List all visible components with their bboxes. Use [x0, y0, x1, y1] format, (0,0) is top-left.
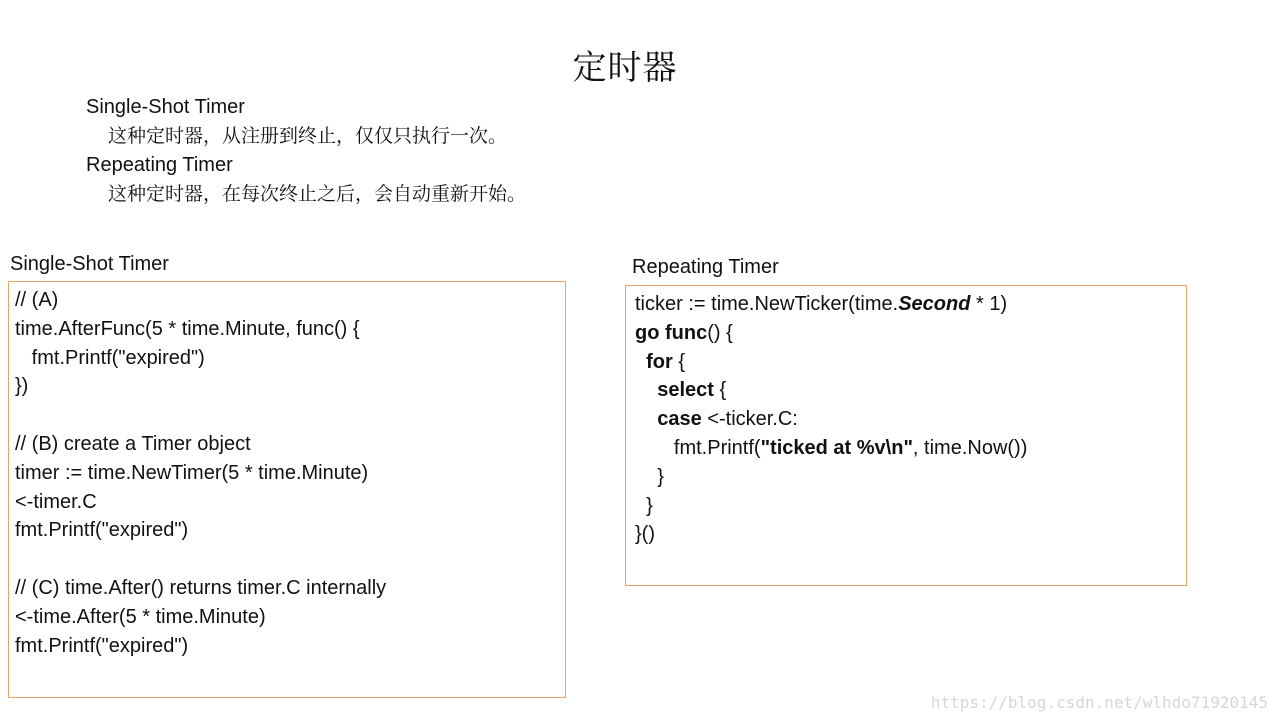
code-text: * 1) — [970, 293, 1008, 315]
code-line — [635, 290, 1186, 319]
single-shot-code-block — [8, 281, 566, 698]
code-line: timer := time.NewTimer(5 * time.Minute) — [15, 461, 369, 484]
code-text: ticker := time.NewTicker(time. — [635, 293, 899, 315]
code-line — [635, 405, 1186, 434]
code-text — [635, 408, 657, 430]
code-line: fmt.Printf("expired") — [15, 346, 205, 369]
code-line — [635, 376, 1186, 405]
code-keyword: "ticked at %v\n" — [760, 436, 913, 459]
code-keyword: case — [657, 408, 702, 431]
code-text: fmt.Printf( — [635, 436, 761, 459]
code-keyword: for — [646, 350, 673, 373]
page-title: 定时器 — [572, 48, 678, 88]
repeating-description: 这种定时器，在每次终止之后，会自动重新开始。 — [108, 183, 527, 205]
code-text: }() — [635, 523, 655, 546]
code-line: time.AfterFunc(5 * time.Minute, func() { — [15, 317, 360, 340]
code-text: { — [713, 379, 727, 402]
code-line: fmt.Printf("expired") — [15, 634, 189, 657]
intro-section — [86, 93, 526, 209]
code-line — [15, 401, 565, 430]
code-text — [635, 351, 646, 373]
code-line — [635, 463, 1186, 492]
single-shot-panel-label: Single-Shot Timer — [10, 253, 169, 275]
repeating-panel-label: Repeating Timer — [632, 256, 779, 278]
code-line — [635, 348, 1186, 377]
code-text: <-ticker.C: — [701, 408, 798, 431]
code-line — [635, 492, 1186, 521]
code-line: <-timer.C — [15, 490, 97, 513]
single-shot-term: Single-Shot Timer — [86, 96, 245, 118]
code-line — [635, 520, 1186, 549]
code-text: , time.Now()) — [912, 436, 1028, 459]
code-text: } — [635, 465, 664, 488]
watermark: https://blog.csdn.net/wlhdo71920145 — [930, 693, 1268, 712]
code-text — [635, 379, 657, 401]
code-line: fmt.Printf("expired") — [15, 519, 189, 542]
code-line: // (A) — [15, 289, 59, 311]
code-keyword: go — [635, 321, 660, 344]
code-keyword: Second — [898, 293, 971, 315]
code-text: () { — [707, 321, 733, 344]
code-keyword: select — [657, 379, 714, 402]
code-line — [635, 319, 1186, 348]
single-shot-description: 这种定时器，从注册到终止，仅仅只执行一次。 — [108, 125, 508, 147]
code-text: } — [635, 494, 653, 517]
repeating-term: Repeating Timer — [86, 154, 233, 176]
repeating-code-block — [625, 285, 1187, 586]
code-line — [15, 545, 565, 574]
code-keyword: func — [665, 321, 708, 344]
code-line: }) — [15, 375, 29, 398]
code-text: { — [672, 350, 686, 373]
code-line: <-time.After(5 * time.Minute) — [15, 605, 266, 628]
code-line: // (B) create a Timer object — [15, 432, 251, 455]
code-line — [635, 434, 1186, 463]
code-line: // (C) time.After() returns timer.C internally — [15, 576, 387, 599]
